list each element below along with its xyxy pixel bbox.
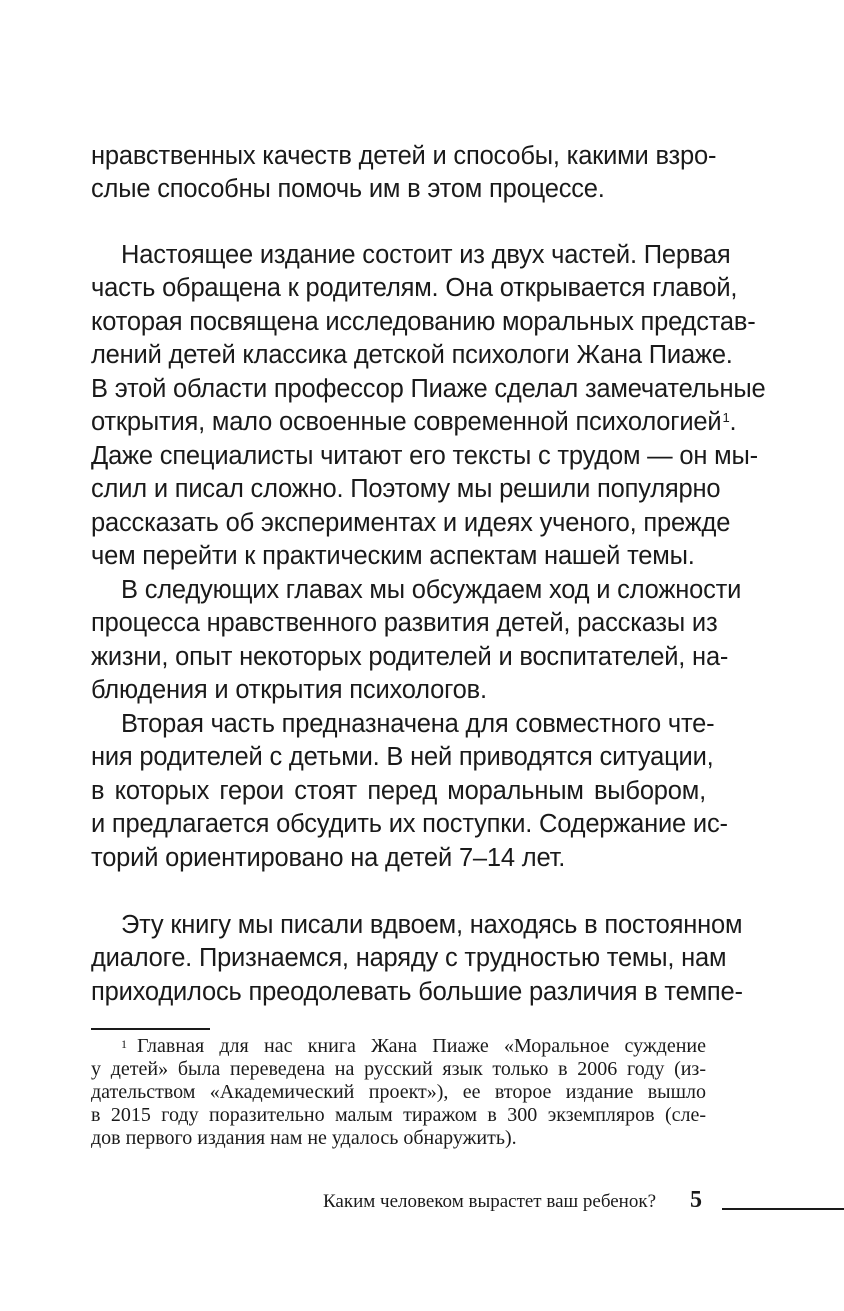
body-line: нравственных качеств детей и способы, какими взро- [91, 142, 717, 170]
folio-rule [722, 1208, 844, 1210]
body-line: диалоге. Признаемся, наряду с трудностью темы, нам [91, 944, 727, 972]
body-line: слил и писал сложно. Поэтому мы решили популярно [91, 475, 721, 503]
body-line: Даже специалисты читают его тексты с трудом — он мы- [91, 442, 758, 470]
body-line: Настоящее издание состоит из двух частей. Первая [121, 241, 731, 269]
page-number: 5 [690, 1187, 702, 1213]
footnote-line: дов первого издания нам не удалось обнаружить). [91, 1127, 517, 1149]
body-line: чем перейти к практическим аспектам нашей темы. [91, 542, 695, 570]
body-line: приходилось преодолевать большие различия в темпе- [91, 978, 743, 1006]
footnote-text: Главная для нас книга Жана Пиаже «Моральное суждение [137, 1035, 706, 1057]
body-line: слые способны помочь им в этом процессе. [91, 175, 605, 203]
line-comma: , [706, 743, 714, 771]
footnote-line: дательством «Академический проект»), ее второе издание вышло [91, 1081, 706, 1103]
body-line-text: открытия, мало освоенные современной психологией [91, 408, 722, 436]
footnote-reference[interactable]: 1 [722, 410, 730, 425]
body-line: которая посвящена исследованию моральных представ- [91, 308, 756, 336]
running-head: Каким человеком вырастет ваш ребенок? [323, 1191, 657, 1212]
body-line: Вторая часть предназначена для совместного чте- [121, 710, 715, 738]
body-line: и предлагается обсудить их поступки. Содержание ис- [91, 810, 728, 838]
body-line: Эту книгу мы писали вдвоем, находясь в постоянном [121, 911, 743, 939]
body-line: жизни, опыт некоторых родителей и воспитателей, на- [91, 643, 729, 671]
body-line: блюдения и открытия психологов. [91, 676, 487, 704]
body-line-with-footnote-ref [91, 407, 737, 437]
body-line: лений детей классика детской психологи Жана Пиаже. [91, 341, 733, 369]
body-line: в которых герои стоят перед моральным выбором, [91, 777, 706, 805]
body-line: рассказать об экспериментах и идеях ученого, прежде [91, 509, 731, 537]
body-line: процесса нравственного развития детей, рассказы из [91, 609, 718, 637]
body-line: торий ориентировано на детей 7–14 лет. [91, 844, 566, 872]
body-line: часть обращена к родителям. Она открывается главой, [91, 274, 738, 302]
body-line: В следующих главах мы обсуждаем ход и сложности [121, 576, 742, 604]
footnote-line [121, 1035, 706, 1057]
body-line-with-comma [91, 742, 714, 772]
footnote-line: в 2015 году поразительно малым тиражом в 300 экземпляров (сле- [91, 1104, 706, 1126]
footnote-separator [91, 1028, 210, 1030]
body-line: В этой области профессор Пиаже сделал замечательные [91, 375, 766, 403]
footnote-ref-suffix: . [729, 408, 737, 436]
body-line-text: ния родителей с детьми. В ней приводятся ситуации [91, 743, 707, 771]
footnote-line: у детей» была переведена на русский язык только в 2006 году (из- [91, 1058, 706, 1080]
footnote-marker: 1 [121, 1037, 127, 1051]
